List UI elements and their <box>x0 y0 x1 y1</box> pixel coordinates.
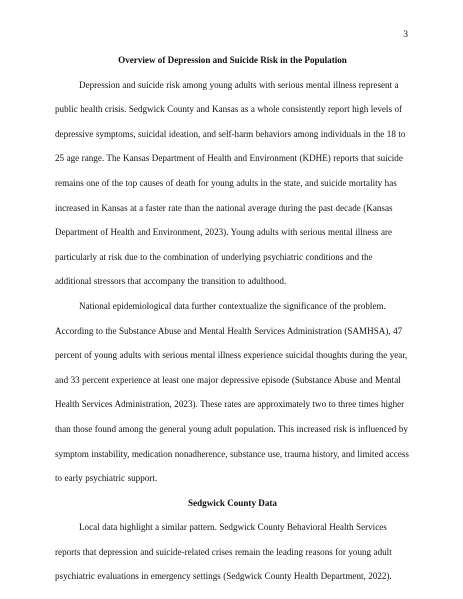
paragraph-overview-2: National epidemiological data further contextualize the significance of the problem. According to the Substance Abuse and Mental Health Services Administration (SAMHSA), 47 percent of young adults with serious mental illness experience suicidal thoughts during the year, and 33 percent experience at least one major depressive episode (Substance Abuse and Mental Health Services Administration, 2023). These rates are approximately two to three times higher than those found among the general young adult population. This increased risk is influenced by symptom instability, medication nonadherence, substance use, trauma history, and limited access to early psychiatric support. <box>55 300 409 484</box>
paragraph-overview-1: Depression and suicide risk among young adults with serious mental illness represent a public health crisis. Sedgwick County and Kansas as a whole consistently report high levels of depressive symptoms, suicidal ideation, and self-harm behaviors among individuals in the 18 to 25 age range. The Kansas Department of Health and Environment (KDHE) reports that suicide remains one of the top causes of death for young adults in the state, and suicide mortality has increased in Kansas at a faster rate than the national average during the past decade (Kansas Department of Health and Environment, 2023). Young adults with serious mental illness are particularly at risk due to the combination of underlying psychiatric conditions and the additional stressors that accompany the transition to adulthood. <box>55 79 406 287</box>
section-heading-sedgwick: Sedgwick County Data <box>188 497 277 508</box>
section-heading-overview: Overview of Depression and Suicide Risk in the Population <box>118 55 347 65</box>
paragraph-sedgwick-1: Local data highlight a similar pattern. Sedgwick County Behavioral Health Services reports that depression and suicide-related crises remain the leading reasons for young adult psychiatric evaluations in emergency settings (Sedgwick County Health Department, 2022). <box>55 522 392 582</box>
document-body <box>55 48 410 589</box>
page-number: 3 <box>403 30 408 40</box>
